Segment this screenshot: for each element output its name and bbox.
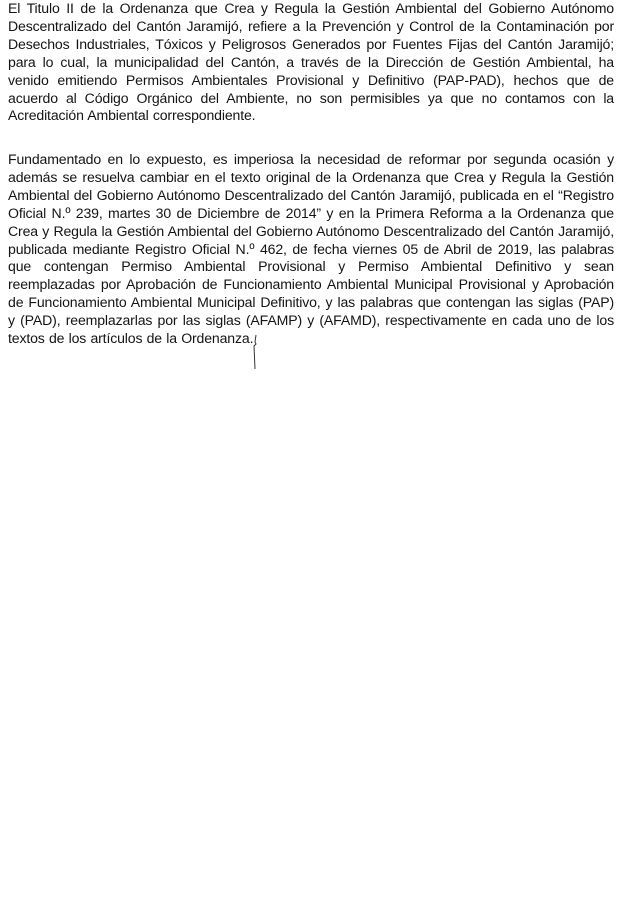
pen-stroke-mark	[252, 334, 258, 370]
paragraph-fundamentado: Fundamentado en lo expuesto, es imperiosa la necesidad de reformar por segunda ocasión y además se resuelva cambiar en el texto original de la Ordenanza que Crea y Regula la Gestión Ambiental del Gobierno Autónomo Descentralizado del Cantón Jaramijó, publicada en el “Registro Oficial N.º 239, martes 30 de Diciembre de 2014” y en la Primera Reforma a la Ordenanza que Crea y Regula la Gestión Ambiental del Gobierno Autónomo Descentralizado del Cantón Jaramijó, publicada mediante Registro Oficial N.º 462, de fecha viernes 05 de Abril de 2019, las palabras que contengan Permiso Ambiental Provisional y Permiso Ambiental Definitivo y sean reemplazadas por Aprobación de Funcionamiento Ambiental Municipal Provisional y Aprobación de Funcionamiento Ambiental Municipal Definitivo, y las palabras que contengan las siglas (PAP) y (PAD), reemplazarlas por las siglas (AFAMP) y (AFAMD), respectivamente en cada uno de los textos de los artículos de la Ordenanza.	[8, 151, 614, 347]
paragraph-titulo-ii: El Titulo II de la Ordenanza que Crea y Regula la Gestión Ambiental del Gobierno Autónomo Descentralizado del Cantón Jaramijó, refiere a la Prevención y Control de la Contaminación por Desechos Industriales, Tóxicos y Peligrosos Generados por Fuentes Fijas del Cantón Jaramijó; para lo cual, la municipalidad del Cantón, a través de la Dirección de Gestión Ambiental, ha venido emitiendo Permisos Ambientales Provisional y Definitivo (PAP-PAD), hechos que de acuerdo al Código Orgánico del Ambiente, no son permisibles ya que no contamos con la Acreditación Ambiental correspondiente.	[8, 0, 614, 124]
